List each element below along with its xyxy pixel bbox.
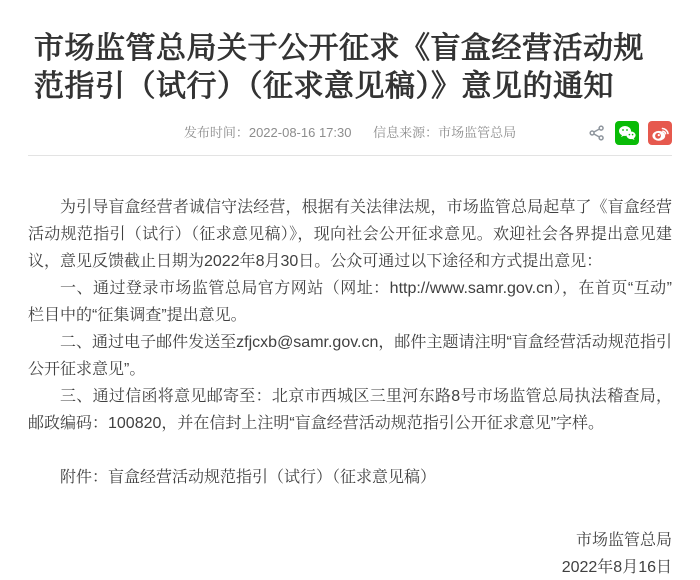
share-icon[interactable]	[588, 124, 606, 142]
meta-row	[28, 119, 672, 147]
attachment-label: 附件：	[60, 469, 109, 486]
share-bar	[588, 121, 672, 145]
paragraph-channel-website: 一、通过登录市场监管总局官方网站（网址：http://www.samr.gov.cn），在首页“互动”栏目中的“征集调查”提出意见。	[28, 280, 672, 324]
paragraph-channel-email: 二、通过电子邮件发送至zfjcxb@samr.gov.cn，邮件主题请注明“盲盒经营活动规范指引公开征求意见”。	[28, 334, 672, 378]
page-title	[28, 0, 672, 106]
attachment-title[interactable]: 盲盒经营活动规范指引（试行）（征求意见稿）	[108, 469, 437, 486]
attachment-row	[28, 464, 672, 491]
wechat-icon[interactable]	[615, 121, 639, 145]
paragraph-intro: 为引导盲盒经营者诚信守法经营，根据有关法律法规，市场监管总局起草了《盲盒经营活动规范指引（试行）（征求意见稿）》，现向社会公开征求意见。欢迎社会各界提出意见建议，意见反馈截止日期为2022年8月30日。公众可通过以下途径和方式提出意见：	[28, 199, 672, 270]
page-title-line-1: 市场监管总局关于公开征求《盲盒经营活动规	[34, 32, 644, 65]
signature-org: 市场监管总局	[575, 532, 672, 549]
publish-time: 发布时间：2022-08-16 17:30	[183, 125, 352, 140]
article-body	[28, 194, 672, 437]
paragraph-channel-mail: 三、通过信函将意见邮寄至：北京市西城区三里河东路8号市场监管总局执法稽查局，邮政编码：100820，并在信封上注明“盲盒经营活动规范指引公开征求意见”字样。	[28, 388, 672, 432]
signature-date: 2022年8月16日	[561, 559, 672, 576]
info-source: 信息来源：市场监管总局	[373, 125, 517, 140]
header-divider	[28, 155, 672, 156]
signature-block	[28, 527, 672, 580]
weibo-icon[interactable]	[648, 121, 672, 145]
page-title-line-2: 范指引（试行）（征求意见稿）》意见的通知	[34, 70, 614, 103]
